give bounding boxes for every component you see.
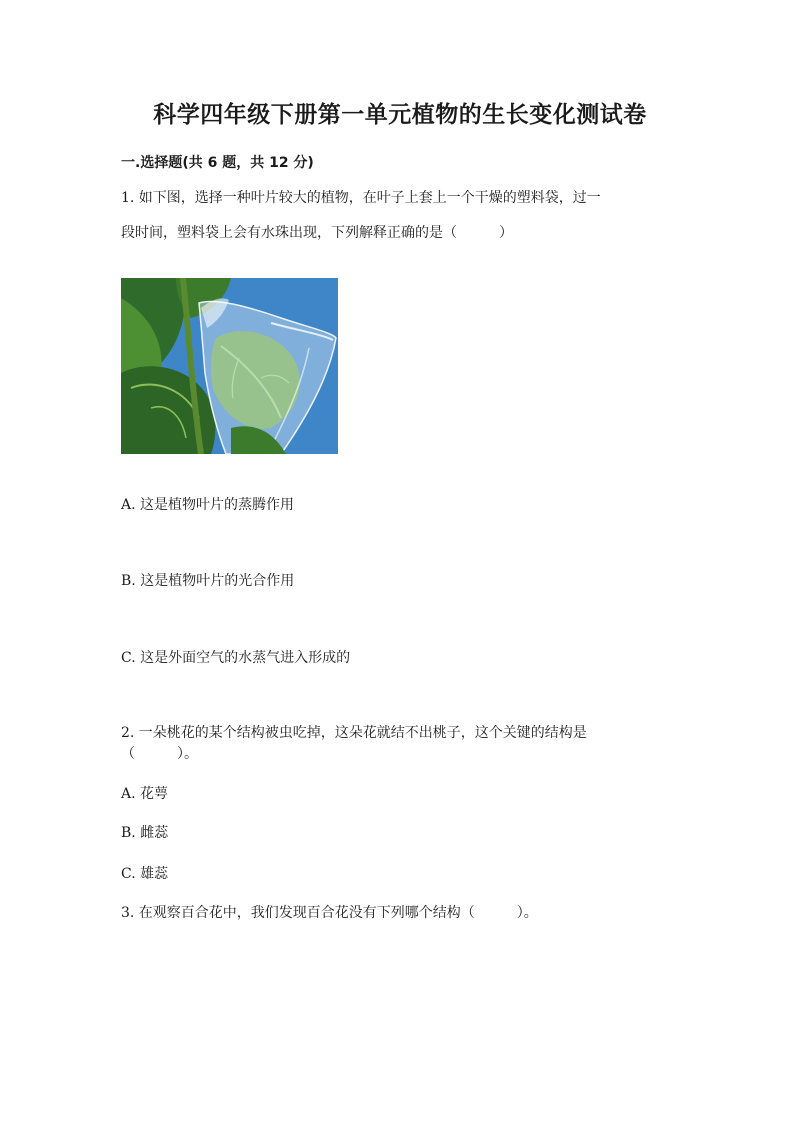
question-1-option-c: C. 这是外面空气的水蒸气进入形成的 [121,650,351,666]
section-heading: 一.选择题(共 6 题，共 12 分) [121,155,314,171]
page-title: 科学四年级下册第一单元植物的生长变化测试卷 [153,102,647,128]
question-2-option-b: B. 雌蕊 [121,825,169,841]
question-2-stem-line-1: 2. 一朵桃花的某个结构被虫吃掉，这朵花就结不出桃子，这个关键的结构是 [121,725,587,741]
question-2-option-c: C. 雄蕊 [121,866,169,882]
question-1-stem-line-2: 段时间，塑料袋上会有水珠出现，下列解释正确的是（ ） [121,225,513,241]
question-2-stem-line-2: （ ）。 [121,746,198,762]
question-1-option-b: B. 这是植物叶片的光合作用 [121,573,295,589]
question-1-stem-line-1: 1. 如下图，选择一种叶片较大的植物，在叶子上套上一个干燥的塑料袋，过一 [121,190,601,206]
question-2-option-a: A. 花萼 [121,786,169,802]
question-1-option-a: A. 这是植物叶片的蒸腾作用 [121,497,295,513]
question-3-stem-line-1: 3. 在观察百合花中，我们发现百合花没有下列哪个结构（ ）。 [121,905,538,921]
plant-leaf-bag-photo [121,278,338,454]
